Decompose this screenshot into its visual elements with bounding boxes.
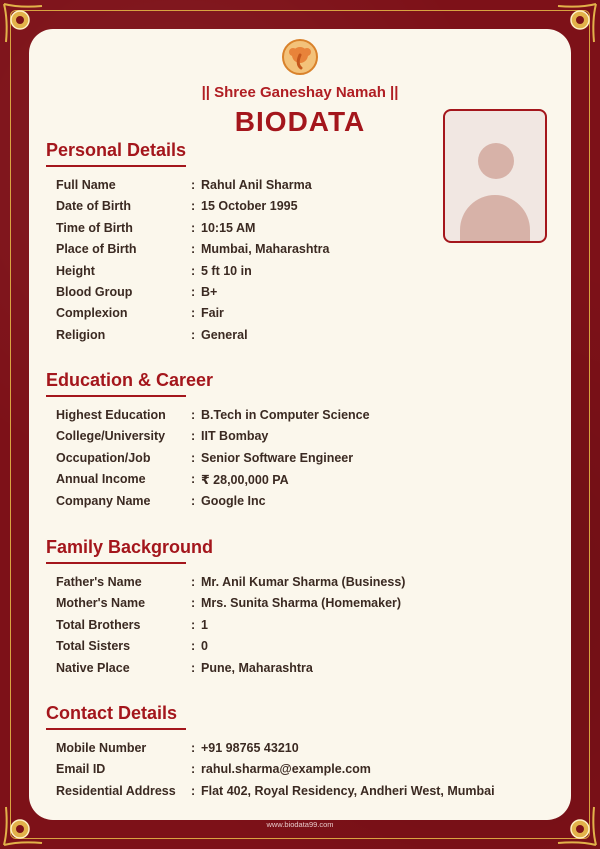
detail-label: Annual Income	[56, 472, 146, 487]
detail-value: B.Tech in Computer Science	[201, 408, 370, 422]
detail-value: 15 October 1995	[201, 199, 298, 214]
detail-label: Complexion	[56, 306, 128, 321]
detail-label: Company Name	[56, 493, 151, 508]
detail-value: Rahul Anil Sharma	[201, 178, 312, 192]
detail-row: Highest Education : B.Tech in Computer Science	[56, 408, 370, 422]
detail-value: Mr. Anil Kumar Sharma (Business)	[201, 575, 406, 589]
detail-label: Occupation/Job	[56, 450, 151, 465]
detail-label: Father's Name	[56, 575, 142, 589]
detail-value: B+	[201, 284, 218, 299]
detail-row: Complexion : Fair	[56, 306, 224, 321]
detail-row: Mobile Number : +91 98765 43210	[56, 741, 299, 755]
detail-value: ₹ 28,00,000 PA	[201, 473, 289, 488]
detail-row: Total Sisters : 0	[56, 639, 208, 654]
mantra-heading: || Shree Ganeshay Namah ||	[201, 84, 399, 101]
detail-label: College/University	[56, 429, 166, 444]
detail-value: Google Inc	[201, 493, 266, 508]
detail-row: Place of Birth : Mumbai, Maharashtra	[56, 242, 330, 257]
detail-value: 10:15 AM	[201, 220, 256, 235]
detail-label: Total Brothers	[56, 617, 141, 632]
detail-label: Highest Education	[56, 408, 166, 422]
ganesha-emblem-icon	[281, 38, 319, 76]
section-underline	[46, 728, 186, 730]
section-heading: Personal Details	[46, 140, 187, 160]
detail-row: Native Place : Pune, Maharashtra	[56, 660, 313, 675]
detail-value: Senior Software Engineer	[201, 450, 354, 465]
detail-row: Blood Group : B+	[56, 284, 218, 299]
detail-value: 5 ft 10 in	[201, 263, 252, 278]
detail-row: Total Brothers : 1	[56, 617, 208, 632]
detail-label: Full Name	[56, 178, 116, 192]
detail-value: Flat 402, Royal Residency, Andheri West, Mumbai	[201, 783, 495, 798]
detail-value: IIT Bombay	[201, 429, 269, 444]
detail-label: Blood Group	[56, 284, 133, 299]
section-education-career	[46, 369, 370, 515]
section-personal-details	[46, 139, 330, 349]
detail-label: Mobile Number	[56, 741, 147, 755]
detail-label: Total Sisters	[56, 639, 131, 654]
user-photo-placeholder-icon	[478, 143, 514, 179]
detail-label: Native Place	[56, 660, 130, 675]
detail-row: Time of Birth : 10:15 AM	[56, 220, 256, 235]
photo-placeholder[interactable]	[443, 109, 547, 243]
detail-value: +91 98765 43210	[201, 741, 299, 755]
detail-row: Date of Birth : 15 October 1995	[56, 199, 298, 214]
detail-row: Father's Name : Mr. Anil Kumar Sharma (Business)	[56, 575, 406, 589]
detail-label: Time of Birth	[56, 220, 133, 235]
detail-row: Full Name : Rahul Anil Sharma	[56, 178, 312, 192]
user-photo-placeholder-body	[460, 195, 530, 243]
detail-row: Annual Income : ₹ 28,00,000 PA	[56, 472, 289, 488]
footer-site-link[interactable]: www.biodata99.com	[266, 820, 334, 829]
detail-row: College/University : IIT Bombay	[56, 429, 269, 444]
section-contact-details	[46, 702, 495, 805]
section-underline	[46, 395, 186, 397]
detail-value: Mumbai, Maharashtra	[201, 242, 330, 257]
detail-value: Fair	[201, 306, 224, 321]
page-title: BIODATA	[234, 106, 366, 137]
detail-label: Place of Birth	[56, 242, 137, 257]
detail-value: Pune, Maharashtra	[201, 660, 313, 675]
detail-label: Email ID	[56, 762, 106, 777]
detail-label: Religion	[56, 327, 106, 342]
detail-label: Residential Address	[56, 783, 176, 798]
detail-row: Company Name : Google Inc	[56, 493, 266, 508]
section-heading: Family Background	[46, 537, 214, 557]
section-family-background	[46, 536, 406, 682]
section-heading: Contact Details	[46, 703, 178, 723]
detail-label: Date of Birth	[56, 199, 131, 214]
detail-label: Height	[56, 263, 95, 278]
section-heading: Education & Career	[46, 370, 214, 390]
section-underline	[46, 165, 186, 167]
detail-row: Email ID : rahul.sharma@example.com	[56, 762, 371, 777]
detail-row: Occupation/Job : Senior Software Engineer	[56, 450, 354, 465]
detail-value: General	[201, 327, 248, 342]
detail-row: Mother's Name : Mrs. Sunita Sharma (Homemaker)	[56, 596, 402, 611]
detail-value: rahul.sharma@example.com	[201, 762, 371, 777]
section-underline	[46, 562, 186, 564]
detail-row: Religion : General	[56, 327, 248, 342]
detail-label: Mother's Name	[56, 596, 146, 611]
detail-row: Residential Address : Flat 402, Royal Residency, Andheri West, Mumbai	[56, 783, 495, 798]
detail-row: Height : 5 ft 10 in	[56, 263, 252, 278]
detail-value: Mrs. Sunita Sharma (Homemaker)	[201, 596, 402, 611]
detail-value: 1	[201, 617, 208, 632]
detail-value: 0	[201, 639, 208, 654]
